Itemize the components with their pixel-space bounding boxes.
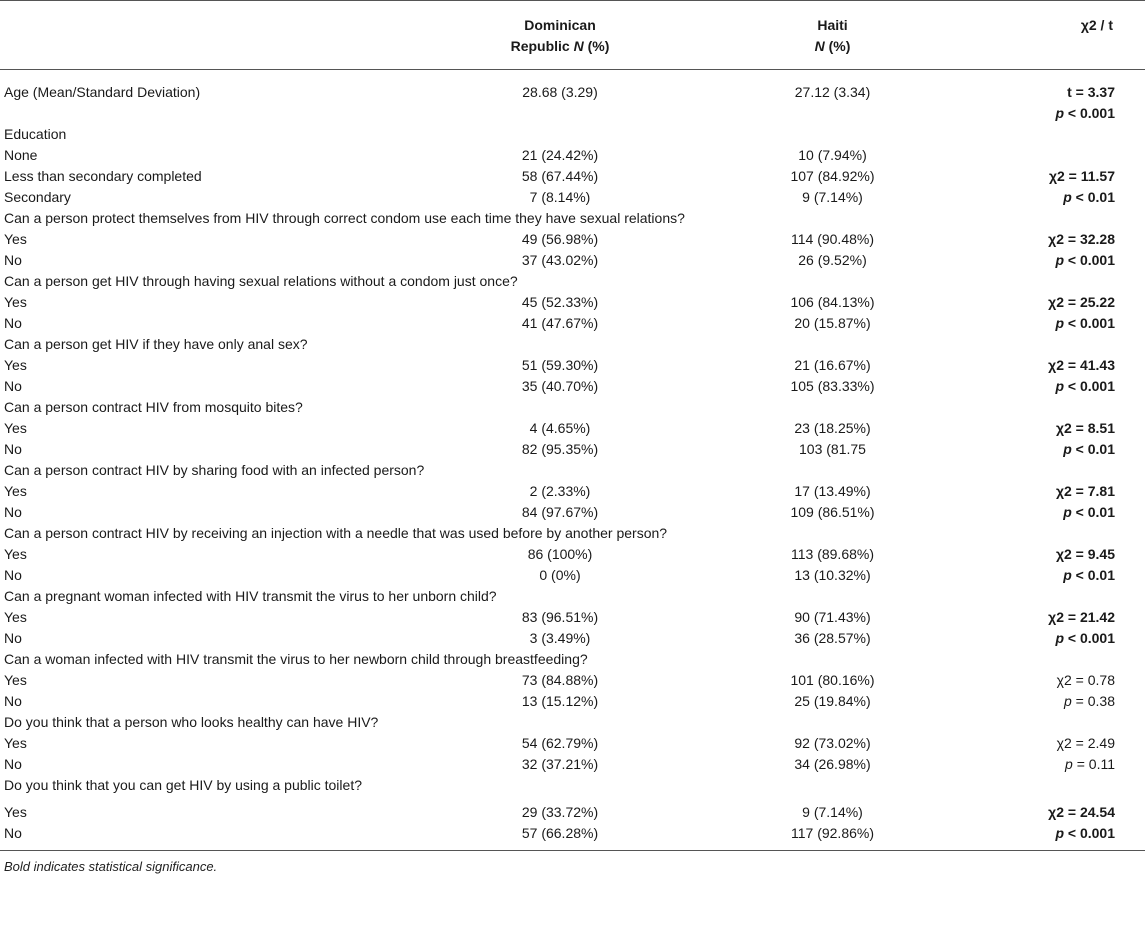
question-row: [0, 586, 1145, 607]
question-label: Can a person get HIV through having sexual relations without a condom just once?: [4, 273, 518, 289]
dominican-republic-value: 57 (66.28%): [521, 825, 599, 841]
row-label: Age (Mean/Standard Deviation): [4, 84, 201, 100]
p-value: [970, 313, 1145, 334]
dominican-republic-value: 73 (84.88%): [521, 672, 599, 688]
row-label: Yes: [4, 420, 27, 436]
table-row: [0, 292, 1145, 313]
dominican-republic-value: 54 (62.79%): [521, 735, 599, 751]
table-row: [0, 439, 1145, 460]
p-value: [970, 628, 1145, 649]
test-statistic: χ2 = 7.81: [1055, 483, 1115, 499]
row-label: Yes: [4, 672, 27, 688]
p-value-text: = 0.38: [1071, 693, 1115, 709]
question-label: Do you think that a person who looks healthy can have HIV?: [4, 714, 379, 730]
header-dr-n: N: [573, 38, 584, 54]
dominican-republic-value: 21 (24.42%): [521, 147, 599, 163]
row-label: Yes: [4, 609, 27, 625]
header-haiti-n: N: [814, 38, 825, 54]
question-row: [0, 397, 1145, 418]
question-row: [0, 649, 1145, 670]
p-value: [970, 691, 1145, 712]
dominican-republic-value: 13 (15.12%): [521, 693, 599, 709]
question-label: Do you think that you can get HIV by using a public toilet?: [4, 777, 362, 793]
table-row: [0, 481, 1145, 502]
p-symbol: p: [1055, 252, 1064, 268]
question-label: Can a woman infected with HIV transmit the virus to her newborn child through breastfeeding?: [4, 651, 588, 667]
p-symbol: p: [1063, 567, 1072, 583]
row-label: No: [4, 567, 22, 583]
header-haiti: [695, 1, 970, 70]
row-label: Secondary: [4, 189, 71, 205]
p-value: [970, 565, 1145, 586]
haiti-value: 114 (90.48%): [790, 231, 874, 247]
haiti-value: 107 (84.92%): [790, 168, 875, 184]
table-row: [0, 502, 1145, 523]
haiti-value: 23 (18.25%): [794, 420, 871, 436]
table-row: [0, 565, 1145, 586]
test-statistic: χ2 = 8.51: [1055, 420, 1115, 436]
test-statistic: χ2 = 32.28: [1048, 231, 1115, 247]
dominican-republic-value: 35 (40.70%): [521, 378, 599, 394]
question-label: Can a person contract HIV by receiving an injection with a needle that was used before by another person?: [4, 525, 668, 541]
table-row: [0, 229, 1145, 250]
test-statistic: [970, 145, 1145, 166]
p-value-text: = 0.11: [1072, 756, 1115, 772]
row-label: No: [4, 693, 22, 709]
row-label: No: [4, 756, 22, 772]
row-label: No: [4, 252, 22, 268]
table-row: [0, 376, 1145, 397]
test-statistic: χ2 = 21.42: [1048, 609, 1115, 625]
row-label: No: [4, 825, 22, 841]
haiti-value: 36 (28.57%): [794, 630, 871, 646]
dominican-republic-value: 32 (37.21%): [521, 756, 599, 772]
test-statistic: χ2 = 0.78: [1056, 672, 1115, 688]
question-label: Education: [4, 126, 67, 142]
table-row: [0, 733, 1145, 754]
dominican-republic-value: 45 (52.33%): [521, 294, 599, 310]
dominican-republic-value: 37 (43.02%): [521, 252, 599, 268]
question-label: Can a person protect themselves from HIV through correct condom use each time they have sexual relations?: [4, 210, 685, 226]
dominican-republic-value: 51 (59.30%): [521, 357, 599, 373]
header-row: [0, 1, 1145, 70]
p-value-text: < 0.001: [1064, 315, 1115, 331]
p-value: [970, 823, 1145, 851]
row-label: No: [4, 630, 22, 646]
p-value-text: < 0.01: [1071, 567, 1115, 583]
dominican-republic-value: 84 (97.67%): [521, 504, 599, 520]
header-variable: [0, 1, 425, 70]
p-value-text: < 0.001: [1064, 630, 1115, 646]
test-statistic: χ2 = 25.22: [1048, 294, 1115, 310]
haiti-value: 27.12 (3.34): [794, 84, 871, 100]
dominican-republic-value: 83 (96.51%): [521, 609, 599, 625]
haiti-value: 113 (89.68%): [790, 546, 874, 562]
header-dominican-republic: [425, 1, 695, 70]
table-header: [0, 1, 1145, 70]
row-label: Yes: [4, 483, 27, 499]
row-label: None: [4, 147, 38, 163]
test-statistic: χ2 = 11.57: [1048, 168, 1115, 184]
p-symbol: p: [1063, 504, 1072, 520]
p-value-text: < 0.001: [1064, 825, 1115, 841]
header-dr-line1: Dominican: [524, 17, 596, 33]
table-row: [0, 166, 1145, 187]
p-value: [970, 502, 1145, 523]
row-label: Less than secondary completed: [4, 168, 202, 184]
header-haiti-pct: (%): [824, 38, 851, 54]
haiti-value: 92 (73.02%): [794, 735, 871, 751]
question-row: [0, 124, 1145, 145]
table-row: [0, 103, 1145, 124]
table-row: [0, 802, 1145, 823]
p-symbol: p: [1063, 189, 1072, 205]
question-label: Can a person contract HIV from mosquito bites?: [4, 399, 303, 415]
table-row: [0, 691, 1145, 712]
table-row: [0, 418, 1145, 439]
question-row: [0, 334, 1145, 355]
p-value: [970, 439, 1145, 460]
haiti-value: 101 (80.16%): [790, 672, 875, 688]
p-value-text: < 0.01: [1071, 189, 1115, 205]
haiti-value: 26 (9.52%): [798, 252, 867, 268]
test-statistic: χ2 = 24.54: [1048, 804, 1115, 820]
row-label: Yes: [4, 735, 27, 751]
table-row: [0, 628, 1145, 649]
p-symbol: p: [1063, 441, 1072, 457]
haiti-value: 106 (84.13%): [790, 294, 875, 310]
header-dr-pct: (%): [583, 38, 610, 54]
header-statistic: χ2 / t: [1080, 17, 1113, 33]
row-label: No: [4, 378, 22, 394]
row-label: Yes: [4, 231, 27, 247]
row-label: [0, 103, 425, 124]
p-value-text: < 0.001: [1064, 378, 1115, 394]
dominican-republic-value: 3 (3.49%): [529, 630, 591, 646]
p-value-text: < 0.001: [1064, 252, 1115, 268]
haiti-value: 25 (19.84%): [794, 693, 871, 709]
dominican-republic-value: 7 (8.14%): [529, 189, 591, 205]
haiti-value: 109 (86.51%): [790, 504, 875, 520]
dominican-republic-value: 41 (47.67%): [521, 315, 599, 331]
question-row: [0, 208, 1145, 229]
p-value: [970, 250, 1145, 271]
p-symbol: p: [1055, 825, 1064, 841]
p-value-text: < 0.001: [1064, 105, 1115, 121]
table-footnote: Bold indicates statistical significance.: [4, 859, 218, 874]
dominican-republic-value: 82 (95.35%): [521, 441, 599, 457]
row-label: Yes: [4, 546, 27, 562]
row-label: Yes: [4, 294, 27, 310]
p-symbol: p: [1055, 378, 1064, 394]
question-row: [0, 460, 1145, 481]
haiti-value: 21 (16.67%): [794, 357, 871, 373]
dominican-republic-value: 86 (100%): [527, 546, 593, 562]
header-haiti-line2: [699, 36, 966, 57]
haiti-value: 34 (26.98%): [794, 756, 871, 772]
question-label: Can a person get HIV if they have only anal sex?: [4, 336, 308, 352]
question-row: [0, 523, 1145, 544]
table-row: [0, 355, 1145, 376]
p-value: [970, 376, 1145, 397]
haiti-value: 9 (7.14%): [802, 189, 863, 205]
header-dr-line2: [429, 36, 691, 57]
haiti-value: 20 (15.87%): [794, 315, 871, 331]
table-row: [0, 607, 1145, 628]
dominican-republic-value: 28.68 (3.29): [522, 84, 598, 100]
dominican-republic-value: 0 (0%): [539, 567, 581, 583]
haiti-value: 9 (7.14%): [802, 804, 863, 820]
test-statistic: χ2 = 9.45: [1055, 546, 1115, 562]
haiti-value: 90 (71.43%): [794, 609, 871, 625]
haiti-value: 10 (7.94%): [798, 147, 867, 163]
question-row: [0, 271, 1145, 292]
table-row: [0, 544, 1145, 565]
row-label: Yes: [4, 804, 27, 820]
haiti-value: [695, 103, 970, 124]
question-row: [0, 775, 1145, 802]
dominican-republic-value: 58 (67.44%): [521, 168, 599, 184]
question-row: [0, 712, 1145, 733]
p-value: [970, 754, 1145, 775]
table-row: [0, 754, 1145, 775]
row-label: Yes: [4, 357, 27, 373]
p-value: [970, 103, 1145, 124]
dominican-republic-value: 49 (56.98%): [521, 231, 599, 247]
dominican-republic-value: [425, 103, 695, 124]
header-dr-republic: Republic: [510, 38, 574, 54]
test-statistic: t = 3.37: [1067, 84, 1115, 100]
table-body: [0, 70, 1145, 851]
question-label: Can a person contract HIV by sharing food with an infected person?: [4, 462, 425, 478]
row-label: No: [4, 504, 22, 520]
table-row: [0, 70, 1145, 104]
row-label: No: [4, 441, 22, 457]
p-value-text: < 0.01: [1071, 441, 1115, 457]
haiti-value: 117 (92.86%): [790, 825, 874, 841]
dominican-republic-value: 29 (33.72%): [521, 804, 599, 820]
haiti-value: 17 (13.49%): [794, 483, 871, 499]
test-statistic: χ2 = 41.43: [1048, 357, 1115, 373]
p-symbol: p: [1064, 693, 1072, 709]
table-row: [0, 670, 1145, 691]
table-row: [0, 145, 1145, 166]
p-symbol: p: [1065, 756, 1073, 772]
question-label: Can a pregnant woman infected with HIV transmit the virus to her unborn child?: [4, 588, 497, 604]
p-symbol: p: [1055, 105, 1064, 121]
row-label: No: [4, 315, 22, 331]
p-value: [970, 187, 1145, 208]
test-statistic: χ2 = 2.49: [1056, 735, 1115, 751]
p-value-text: < 0.01: [1071, 504, 1115, 520]
p-symbol: p: [1055, 630, 1064, 646]
p-symbol: p: [1055, 315, 1064, 331]
haiti-value: 103 (81.75: [799, 441, 866, 457]
table-row: [0, 313, 1145, 334]
table-row: [0, 187, 1145, 208]
header-haiti-line1: Haiti: [817, 17, 848, 33]
haiti-value: 105 (83.33%): [790, 378, 875, 394]
dominican-republic-value: 4 (4.65%): [529, 420, 591, 436]
dominican-republic-value: 2 (2.33%): [529, 483, 591, 499]
table-row: [0, 250, 1145, 271]
table-row: [0, 823, 1145, 851]
haiti-value: 13 (10.32%): [794, 567, 871, 583]
